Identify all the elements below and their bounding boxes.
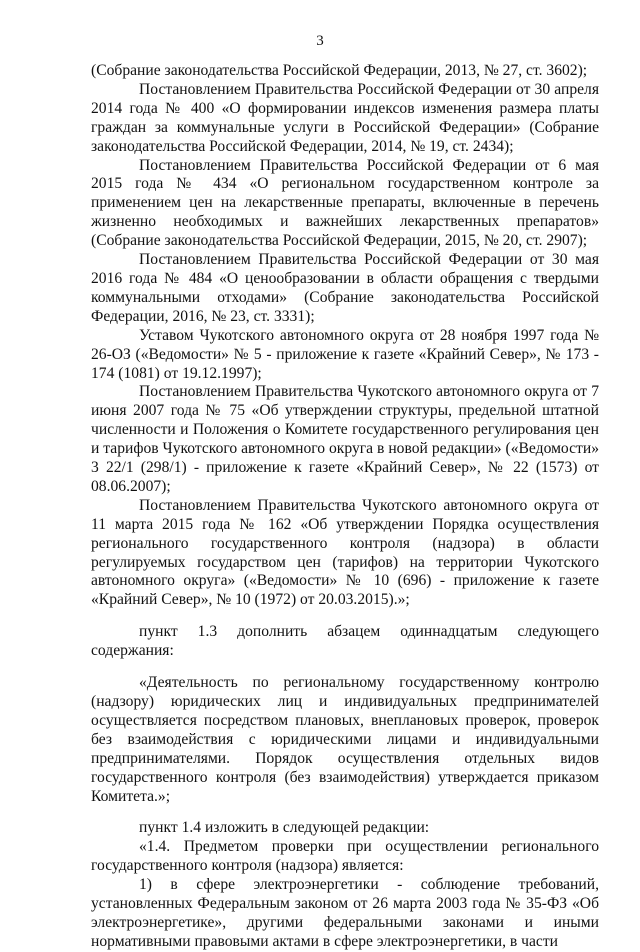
paragraph-quoted-activity: «Деятельность по региональному государственному контролю (надзору) юридических лиц и индивидуальных предпринимателей осуществляется посредством плановых, внеплановых проверок, проверок без взаимодействия с юридическими лицами и индивидуальными предпринимателями. Порядок осуществления отдельных видов государственного контроля (без взаимодействия) утверждается приказом Комитета.»;: [91, 674, 599, 805]
page-number: 3: [316, 33, 324, 49]
paragraph-decree-75: Постановлением Правительства Чукотского автономного округа от 7 июня 2007 года № 75 «Об утверждении структуры, предельной штатной численности и Положения о Комитете государственного регулирования цен и тарифов Чукотского автономного округа в новой редакции» («Ведомости» 3 22/1 (298/1) - приложение к газете «Крайний Север», № 22 (1573) от 08.06.2007);: [91, 383, 599, 495]
paragraph-decree-484: Постановлением Правительства Российской Федерации от 30 мая 2016 года № 484 «О ценообразовании в области обращения с твердыми коммунальными отходами» (Собрание законодательства Российской Федерации, 2016, № 23, ст. 3331);: [91, 251, 599, 325]
paragraph-charter: Уставом Чукотского автономного округа от 28 ноября 1997 года № 26-ОЗ («Ведомости» № 5 - приложение к газете «Крайний Север», № 173 - 174 (1081) от 19.12.1997);: [91, 326, 599, 382]
document-body: [91, 62, 599, 952]
paragraph-collection-ref: (Собрание законодательства Российской Федерации, 2013, № 27, ст. 3602);: [91, 62, 588, 79]
paragraph-decree-434: Постановлением Правительства Российской Федерации от 6 мая 2015 года № 434 «О региональном государственном контроле за применением цен на лекарственные препараты, включенные в перечень жизненно необходимых и важнейших лекарственных препаратов» (Собрание законодательства Российской Федерации, 2015, № 20, ст. 2907);: [91, 156, 599, 250]
paragraph-electroenergy: 1) в сфере электроэнергетики - соблюдение требований, установленных Федеральным законом от 26 марта 2003 года № 35-ФЗ «Об электроэнергетике», другими федеральными законами и иными нормативными правовыми актами в сфере электроэнергетики, в части: [91, 876, 599, 950]
paragraph-clause-1-4-text: «1.4. Предметом проверки при осуществлении регионального государственного контроля (надзора) является:: [91, 838, 599, 875]
paragraph-decree-400: Постановлением Правительства Российской Федерации от 30 апреля 2014 года № 400 «О формировании индексов изменения размера платы граждан за коммунальные услуги в Российской Федерации» (Собрание законодательства Российской Федерации, 2014, № 19, ст. 2434);: [91, 80, 599, 155]
paragraph-decree-162: Постановлением Правительства Чукотского автономного округа от 11 марта 2015 года № 162 «Об утверждении Порядка осуществления регионального государственного контроля (надзора) в области регулируемых государством цен (тарифов) на территории Чукотского автономного округа» («Ведомости» № 10 (696) - приложение к газете «Крайний Север», № 10 (1972) от 20.03.2015).»;: [91, 496, 599, 609]
paragraph-clause-1-3: пункт 1.3 дополнить абзацем одиннадцатым следующего содержания:: [91, 623, 599, 660]
paragraph-clause-1-4: пункт 1.4 изложить в следующей редакции:: [139, 819, 430, 837]
